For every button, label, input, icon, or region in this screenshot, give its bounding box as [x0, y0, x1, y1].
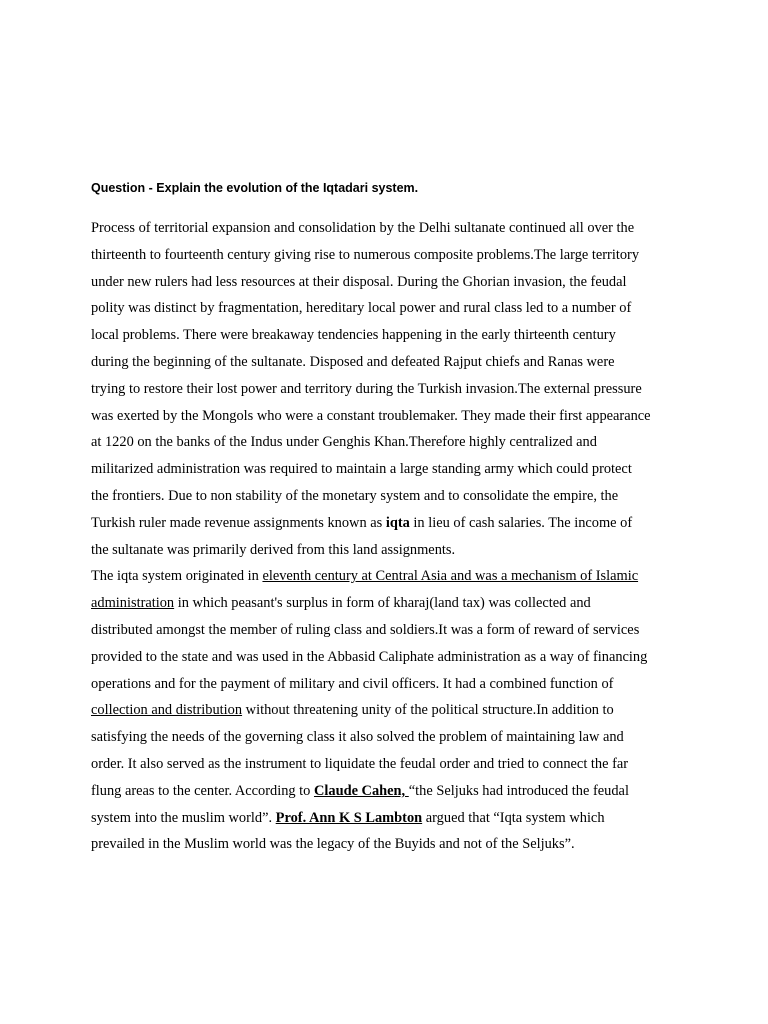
text-line: order. It also served as the instrument to liquidate the feudal order and tried to connect the far: [91, 755, 629, 772]
text-line: operations and for the payment of military and civil officers. It had a combined function of: [91, 675, 614, 692]
text-line: Process of territorial expansion and consolidation by the Delhi sultanate continued all over the: [91, 220, 635, 236]
text-run: flung areas to the center. According to: [91, 782, 314, 799]
text-run: “the Seljuks had introduced the feudal: [408, 782, 629, 799]
text-line: distributed amongst the member of ruling class and soldiers.It was a form of reward of services: [91, 621, 640, 638]
text-line: during the beginning of the sultanate. Disposed and defeated Rajput chiefs and Ranas were: [91, 353, 615, 370]
text-run: system into the muslim world”.: [91, 809, 276, 826]
text-line: satisfying the needs of the governing class it also solved the problem of maintaining law and: [91, 729, 624, 746]
text-line: [91, 805, 691, 832]
text-line: thirteenth to fourteenth century giving rise to numerous composite problems.The large territory: [91, 246, 640, 263]
text-run: in which peasant's surplus in form of kharaj(land tax) was collected and: [174, 595, 591, 612]
text-line: the sultanate was primarily derived from this land assignments.: [91, 541, 456, 558]
text-line: provided to the state and was used in the Abbasid Caliphate administration as a way of financing: [91, 648, 648, 665]
text-line: [91, 590, 691, 617]
text-line: the frontiers. Due to non stability of the monetary system and to consolidate the empire, the: [91, 487, 619, 504]
author-name-cahen: Claude Cahen,: [313, 782, 409, 799]
underlined-phrase: administration: [91, 595, 175, 612]
text-run: Turkish ruler made revenue assignments known as: [91, 514, 386, 531]
question-heading: Question - Explain the evolution of the Iqtadari system.: [91, 181, 419, 195]
essay-body: [91, 215, 691, 858]
text-line: [91, 510, 691, 537]
text-line: was exerted by the Mongols who were a constant troublemaker. They made their first appearance: [91, 407, 651, 424]
text-line: under new rulers had less resources at their disposal. During the Ghorian invasion, the feudal: [91, 273, 627, 290]
text-run: in lieu of cash salaries. The income of: [409, 514, 633, 531]
text-line: militarized administration was required to maintain a large standing army which could protect: [91, 461, 632, 478]
text-line: local problems. There were breakaway tendencies happening in the early thirteenth century: [91, 327, 616, 344]
text-run: without threatening unity of the political structure.In addition to: [242, 702, 614, 719]
text-line: trying to restore their lost power and territory during the Turkish invasion.The external pressure: [91, 380, 642, 397]
text-line: prevailed in the Muslim world was the legacy of the Buyids and not of the Seljuks”.: [91, 836, 575, 853]
text-line: [91, 778, 691, 805]
underlined-phrase: eleventh century at Central Asia and was a mechanism of Islamic: [262, 568, 639, 585]
author-name-lambton: Prof. Ann K S Lambton: [275, 809, 423, 826]
text-line: at 1220 on the banks of the Indus under Genghis Khan.Therefore highly centralized and: [91, 434, 597, 451]
text-run: argued that “Iqta system which: [422, 809, 605, 826]
text-line: [91, 697, 691, 724]
text-line: [91, 563, 691, 590]
iqta-term-bold: iqta: [385, 514, 410, 531]
underlined-phrase: collection and distribution: [91, 702, 243, 719]
text-line: polity was distinct by fragmentation, hereditary local power and rural class led to a number of: [91, 300, 632, 317]
text-run: The iqta system originated in: [91, 568, 263, 585]
